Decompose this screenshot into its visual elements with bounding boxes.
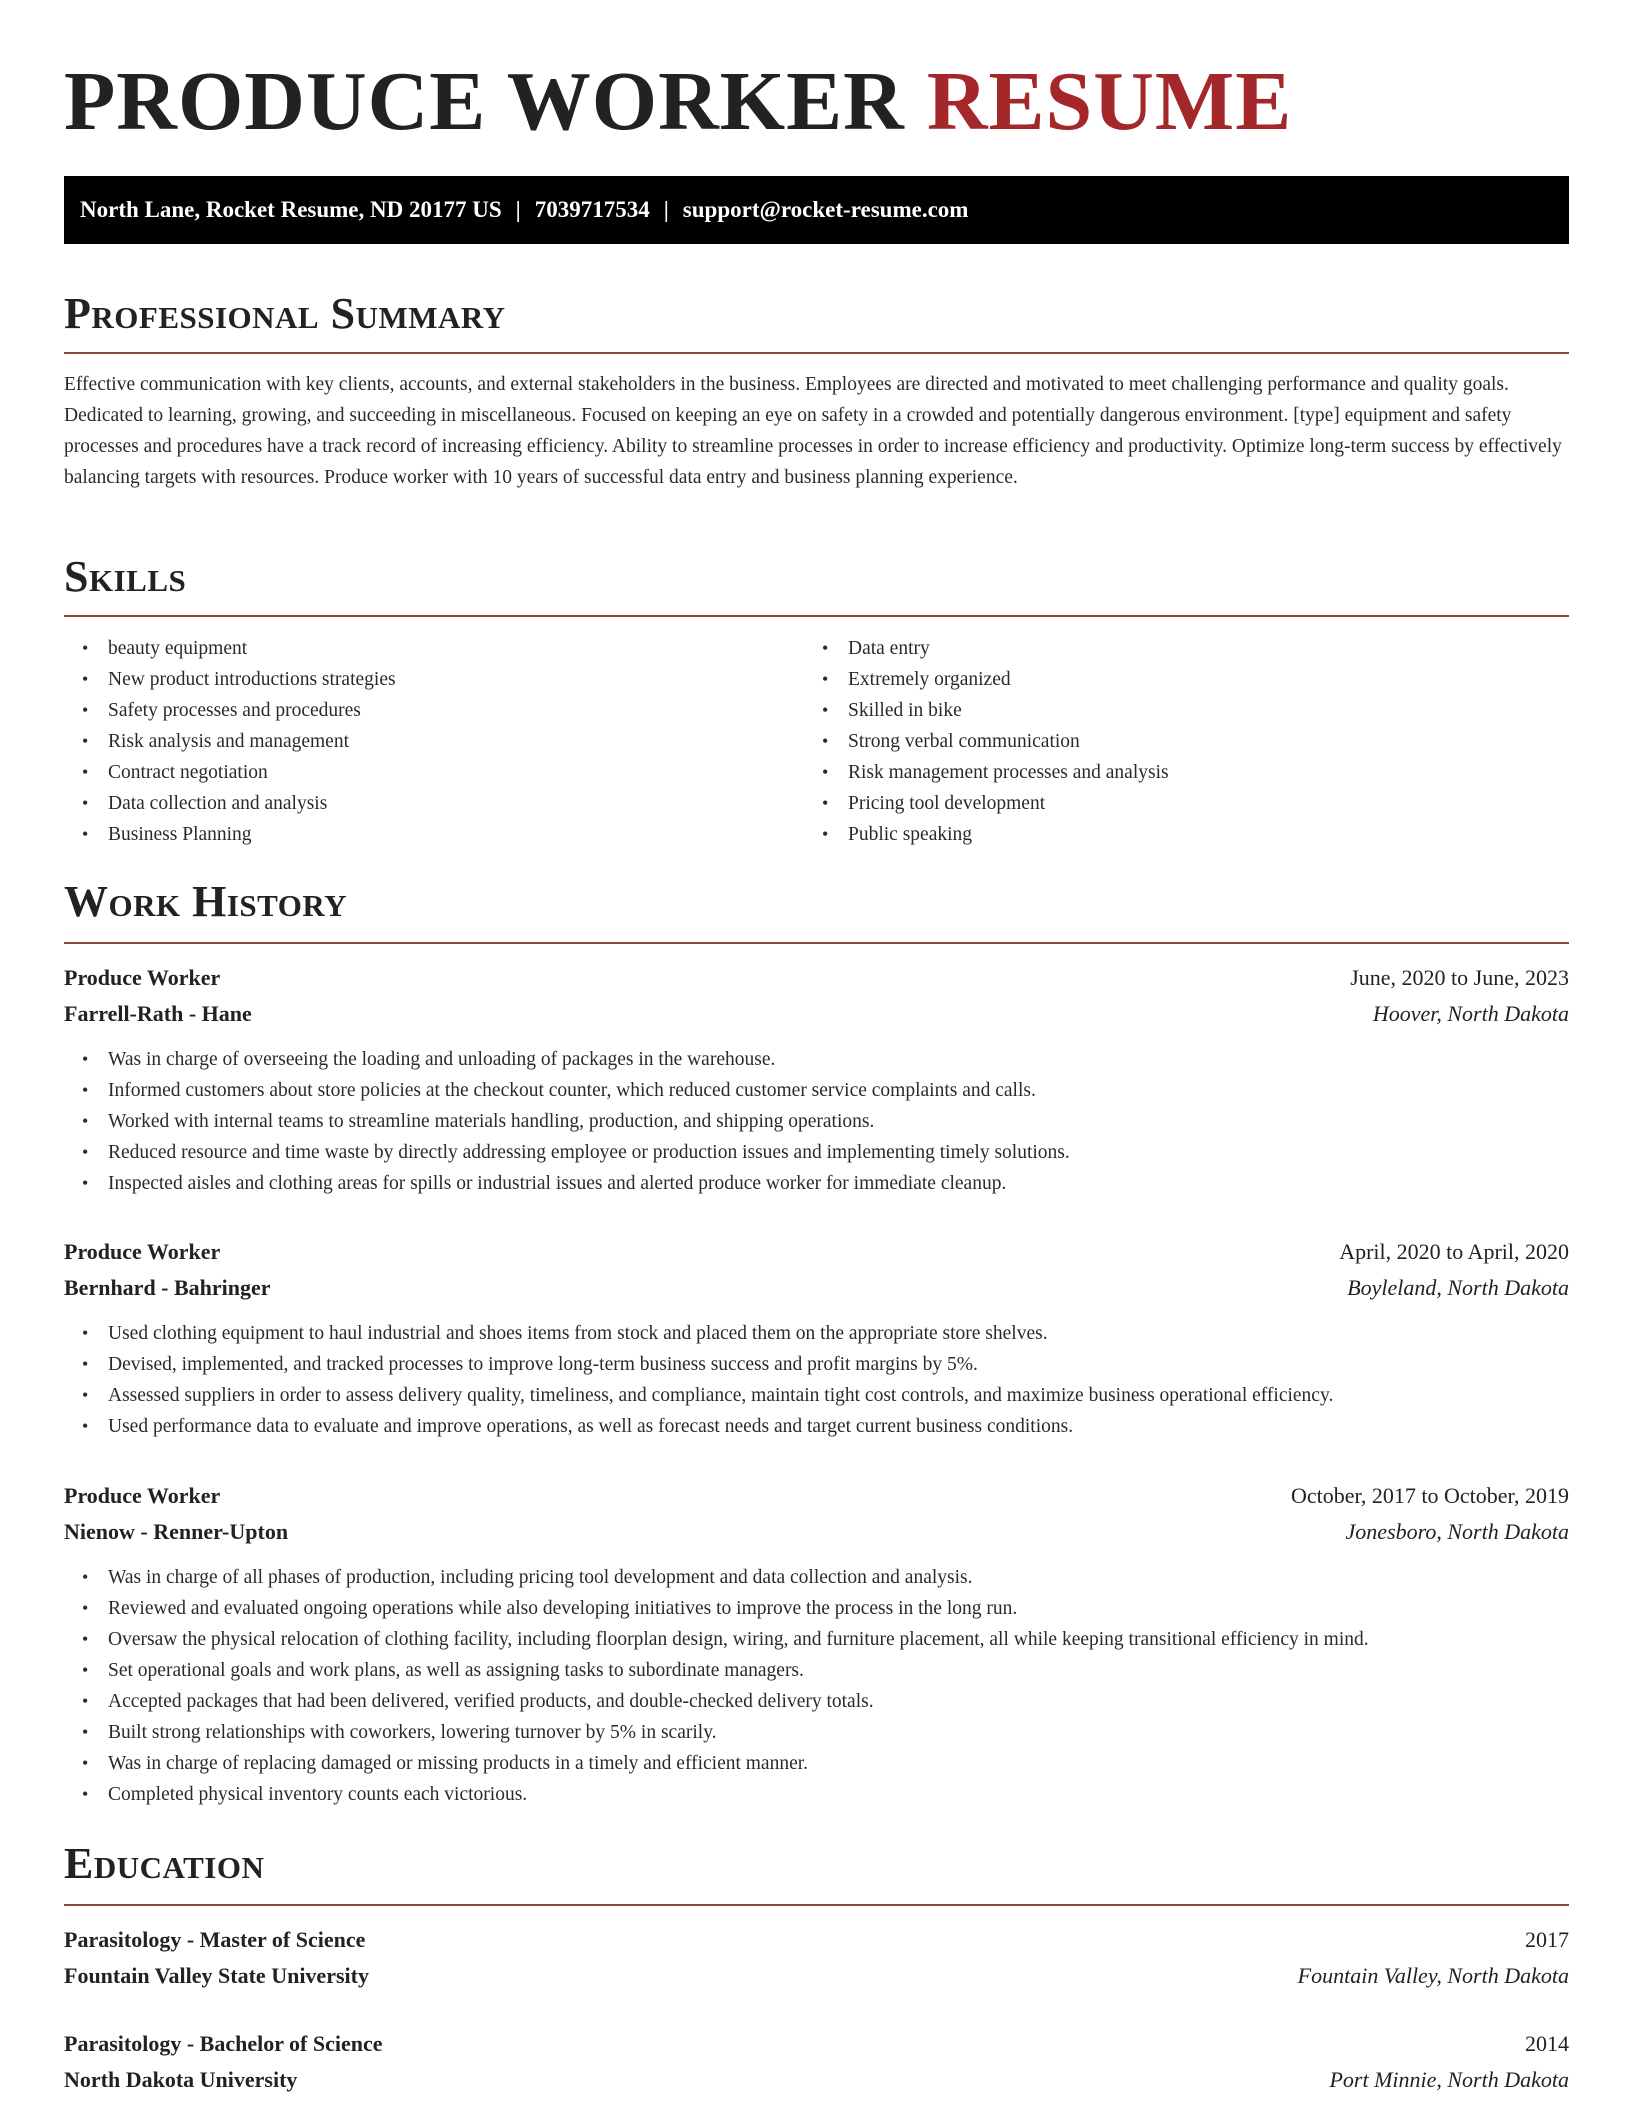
contact-email: support@rocket-resume.com (682, 197, 969, 222)
skills-heading: Skills (64, 549, 1569, 617)
duty-item: • Reduced resource and time waste by directly addressing employee or production issues and implementing timely solutions. (64, 1137, 1569, 1168)
title-accent: RESUME (926, 55, 1293, 148)
skill-item: • Pricing tool development (804, 788, 1169, 819)
education-year: 2014 (1525, 2031, 1569, 2056)
job-duties (64, 1318, 1569, 1442)
job-company: Bernhard - Bahringer (64, 1275, 271, 1300)
duty-item: • Oversaw the physical relocation of clothing facility, including floorplan design, wiring, and furniture placement, all while keeping transitional efficiency in mind. (64, 1624, 1569, 1655)
job-duties (64, 1044, 1569, 1199)
skills-list-left (64, 633, 396, 850)
job-company: Farrell-Rath - Hane (64, 1001, 252, 1026)
job-entry (64, 1478, 1569, 1810)
skill-item: • Data collection and analysis (64, 788, 396, 819)
job-title: Produce Worker (64, 1239, 221, 1264)
job-location: Jonesboro, North Dakota (1345, 1519, 1569, 1544)
education-school: North Dakota University (64, 2067, 298, 2092)
contact-separator: | (663, 197, 669, 222)
duty-item: • Was in charge of overseeing the loading and unloading of packages in the warehouse. (64, 1044, 1569, 1075)
job-dates: June, 2020 to June, 2023 (1350, 965, 1569, 990)
job-dates: April, 2020 to April, 2020 (1339, 1239, 1569, 1264)
duty-item: • Inspected aisles and clothing areas for spills or industrial issues and alerted produce worker for immediate cleanup. (64, 1168, 1569, 1199)
skill-item: • beauty equipment (64, 633, 396, 664)
job-dates: October, 2017 to October, 2019 (1290, 1483, 1569, 1508)
education-heading: Education (64, 1836, 1569, 1906)
duty-item: • Informed customers about store policies at the checkout counter, which reduced customer service complaints and calls. (64, 1075, 1569, 1106)
job-duties (64, 1562, 1569, 1810)
education-entry (64, 1922, 1569, 1994)
job-title: Produce Worker (64, 1483, 221, 1508)
skill-item: • Skilled in bike (804, 695, 1169, 726)
duty-item: • Used clothing equipment to haul industrial and shoes items from stock and placed them on the appropriate store shelves. (64, 1318, 1569, 1349)
education-location: Port Minnie, North Dakota (1329, 2067, 1569, 2092)
summary-text: Effective communication with key clients, accounts, and external stakeholders in the business. Employees are directed and motivated to meet challenging performance and quality goals. Dedicated to learning, growing, and succeeding in miscellaneous. Focused on keeping an eye on safety in a crowded and potentially dangerous environment. [type] equipment and safety processes and procedures have a track record of increasing efficiency. Ability to streamline processes in order to increase efficiency and productivity. Optimize long-term success by effectively balancing targets with resources. Produce worker with 10 years of successful data entry and business planning experience. (64, 374, 1562, 488)
education-school: Fountain Valley State University (64, 1963, 369, 1988)
duty-item: • Worked with internal teams to streamline materials handling, production, and shipping operations. (64, 1106, 1569, 1137)
duty-item: • Accepted packages that had been delivered, verified products, and double-checked delivery totals. (64, 1686, 1569, 1717)
skill-item: • Public speaking (804, 819, 1169, 850)
skill-item: • Safety processes and procedures (64, 695, 396, 726)
job-location: Boyleland, North Dakota (1347, 1275, 1569, 1300)
job-entry (64, 1234, 1569, 1442)
job-title: Produce Worker (64, 965, 221, 990)
duty-item: • Used performance data to evaluate and improve operations, as well as forecast needs and target current business conditions. (64, 1411, 1569, 1442)
skill-item: • New product introductions strategies (64, 664, 396, 695)
job-company: Nienow - Renner-Upton (64, 1519, 289, 1544)
skill-item: • Strong verbal communication (804, 726, 1169, 757)
education-year: 2017 (1525, 1927, 1569, 1952)
contact-phone: 7039717534 (534, 197, 650, 222)
education-location: Fountain Valley, North Dakota (1297, 1963, 1569, 1988)
education-degree: Parasitology - Master of Science (64, 1927, 366, 1952)
skill-item: • Extremely organized (804, 664, 1169, 695)
duty-item: • Devised, implemented, and tracked processes to improve long-term business success and profit margins by 5%. (64, 1349, 1569, 1380)
duty-item: • Reviewed and evaluated ongoing operations while also developing initiatives to improve the process in the long run. (64, 1593, 1569, 1624)
duty-item: • Was in charge of all phases of production, including pricing tool development and data collection and analysis. (64, 1562, 1569, 1593)
education-degree: Parasitology - Bachelor of Science (64, 2031, 383, 2056)
skills-list-right (804, 633, 1169, 850)
duty-item: • Was in charge of replacing damaged or missing products in a timely and efficient manner. (64, 1748, 1569, 1779)
job-location: Hoover, North Dakota (1372, 1001, 1569, 1026)
skill-item: • Business Planning (64, 819, 396, 850)
duty-item: • Completed physical inventory counts each victorious. (64, 1779, 1569, 1810)
resume-title (64, 52, 1292, 152)
skill-item: • Risk management processes and analysis (804, 757, 1169, 788)
title-main: PRODUCE WORKER (64, 55, 905, 148)
education-entry (64, 2026, 1569, 2098)
contact-separator: | (515, 197, 521, 222)
skill-item: • Data entry (804, 633, 1169, 664)
duty-item: • Set operational goals and work plans, as well as assigning tasks to subordinate managers. (64, 1655, 1569, 1686)
contact-bar (64, 176, 1569, 244)
work-history-heading: Work History (64, 874, 1569, 944)
skill-item: • Risk analysis and management (64, 726, 396, 757)
contact-address: North Lane, Rocket Resume, ND 20177 US (80, 197, 502, 222)
summary-heading: Professional Summary (64, 286, 1569, 354)
duty-item: • Built strong relationships with coworkers, lowering turnover by 5% in scarily. (64, 1717, 1569, 1748)
skill-item: • Contract negotiation (64, 757, 396, 788)
duty-item: • Assessed suppliers in order to assess delivery quality, timeliness, and compliance, maintain tight cost controls, and maximize business operational efficiency. (64, 1380, 1569, 1411)
job-entry (64, 960, 1569, 1199)
